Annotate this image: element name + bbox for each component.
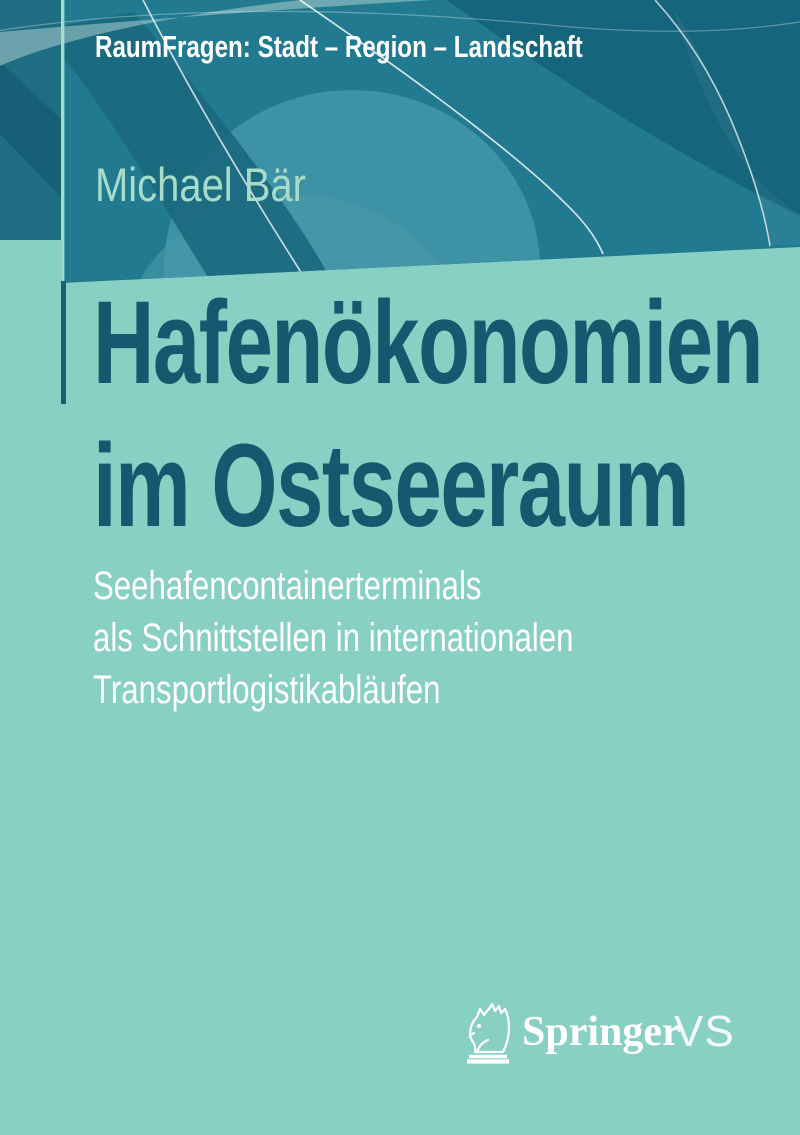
book-title-line-1: Hafenökonomien [93,277,763,409]
book-subtitle-line-2: als Schnittstellen in internationalen [93,616,574,660]
author-name-text: Michael Bär [95,158,306,211]
book-subtitle [93,560,709,716]
springer-knight-icon [462,1002,514,1064]
series-title [95,27,720,67]
author-name [95,157,343,213]
book-title [93,277,800,570]
publisher-name: Springer [522,1009,681,1055]
book-subtitle-line-3: Transportlogistikabläufen [93,668,441,712]
series-title-text: RaumFragen: Stadt – Region – Landschaft [95,29,583,64]
book-subtitle-line-1: Seehafencontainerterminals [93,564,482,608]
publisher-suffix: VS [674,1007,735,1056]
book-title-line-2: im Ostseeraum [93,420,689,552]
vertical-accent-line [61,281,66,404]
publisher-logo [460,1000,760,1070]
